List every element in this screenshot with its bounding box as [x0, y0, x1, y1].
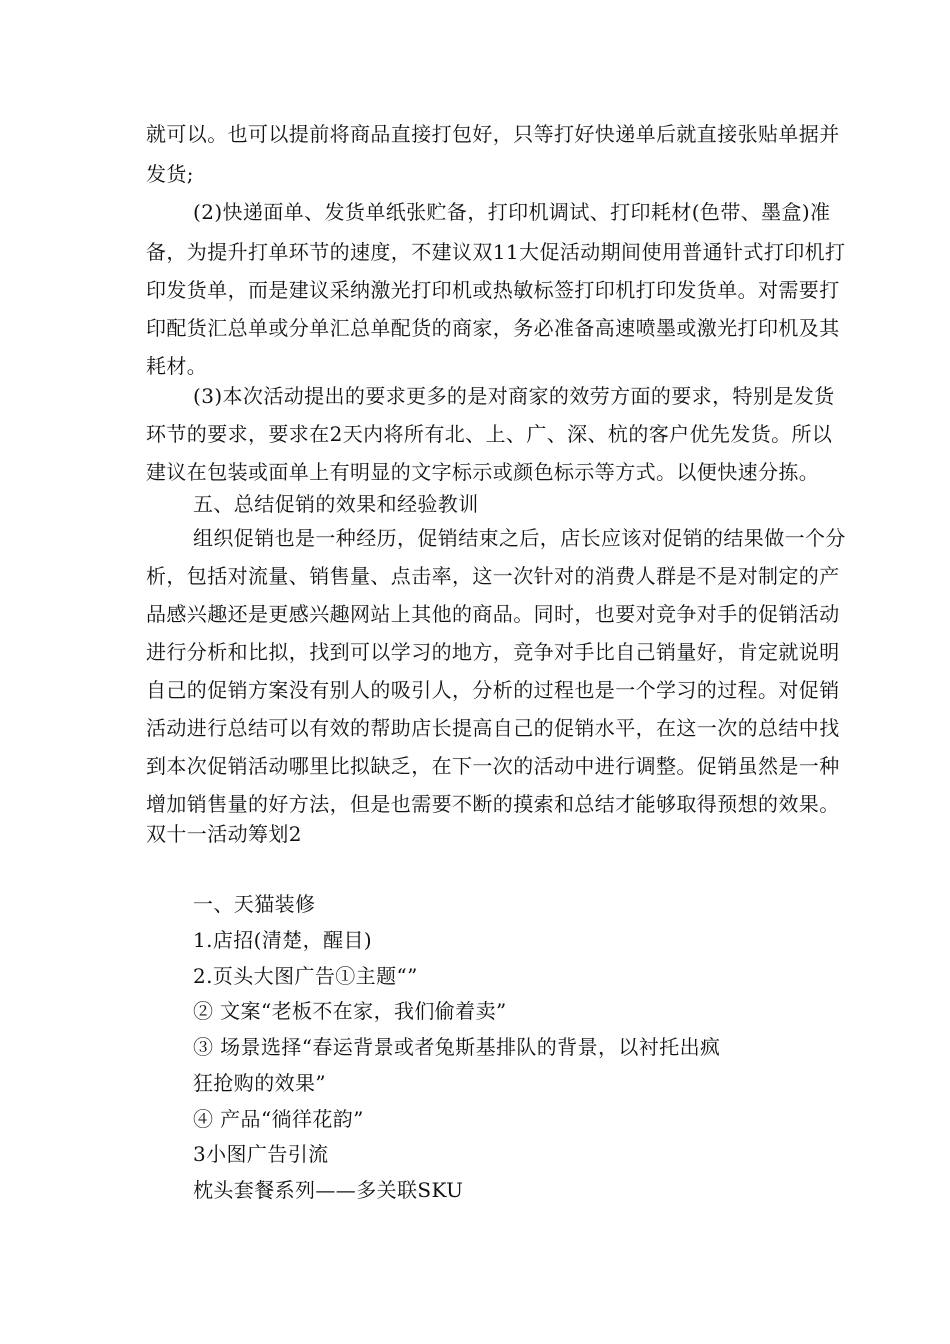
paragraph-line: 增加销售量的好方法，但是也需要不断的摸索和总结才能够取得预想的效果。 — [146, 792, 840, 816]
paragraph-line: 自己的促销方案没有别人的吸引人，分析的过程也是一个学习的过程。对促销 — [146, 678, 840, 702]
paragraph-line: 活动进行总结可以有效的帮助店长提高自己的促销水平，在这一次的总结中找 — [146, 716, 840, 740]
paragraph-line: 就可以。也可以提前将商品直接打包好，只等打好快递单后就直接张贴单据并 — [146, 122, 840, 146]
document-title: 双十一活动筹划2 — [146, 822, 302, 846]
paragraph-line: 析，包括对流量、销售量、点击率，这一次针对的消费人群是不是对制定的产 — [146, 564, 840, 588]
list-item: 枕头套餐系列——多关联SKU — [193, 1178, 464, 1202]
paragraph-line: 环节的要求，要求在2天内将所有北、上、广、深、杭的客户优先发货。所以 — [146, 422, 833, 446]
list-item: ④ 产品“徜徉花韵” — [193, 1107, 364, 1131]
list-item: 狂抢购的效果” — [193, 1071, 327, 1095]
paragraph-line: 进行分析和比拟，找到可以学习的地方，竞争对手比自己销量好，肯定就说明 — [146, 640, 840, 664]
paragraph-line: 品感兴趣还是更感兴趣网站上其他的商品。同时，也要对竞争对手的促销活动 — [146, 602, 840, 626]
list-item: 3小图广告引流 — [193, 1142, 329, 1166]
paragraph-line: (2)快递面单、发货单纸张贮备，打印机调试、打印耗材(色带、墨盒)准 — [193, 200, 831, 224]
list-item: ② 文案“老板不在家，我们偷着卖” — [193, 999, 507, 1023]
list-item: ③ 场景选择“春运背景或者兔斯基排队的背景，以衬托出疯 — [193, 1035, 721, 1059]
paragraph-line: 印配货汇总单或分单汇总单配货的商家，务必准备高速喷墨或激光打印机及其 — [146, 316, 840, 340]
paragraph-line: 耗材。 — [146, 354, 208, 378]
paragraph-line: 发货; — [146, 162, 194, 186]
paragraph-line: 建议在包装或面单上有明显的文字标示或颜色标示等方式。以便快速分拣。 — [146, 460, 820, 484]
list-item: 2.页头大图广告①主题“” — [193, 964, 418, 988]
paragraph-line: 印发货单，而是建议采纳激光打印机或热敏标签打印机打印发货单。对需要打 — [146, 278, 840, 302]
paragraph-line: 到本次促销活动哪里比拟缺乏，在下一次的活动中进行调整。促销虽然是一种 — [146, 754, 840, 778]
section-heading: 五、总结促销的效果和经验教训 — [193, 492, 479, 516]
paragraph-line: 备，为提升打单环节的速度，不建议双11大促活动期间使用普通针式打印机打 — [146, 240, 846, 264]
paragraph-line: (3)本次活动提出的要求更多的是对商家的效劳方面的要求，特别是发货 — [193, 384, 835, 408]
paragraph-line: 组织促销也是一种经历，促销结束之后，店长应该对促销的结果做一个分 — [193, 526, 846, 550]
list-item: 1.店招(清楚，醒目) — [193, 928, 373, 952]
section-heading: 一、天猫装修 — [193, 892, 316, 916]
